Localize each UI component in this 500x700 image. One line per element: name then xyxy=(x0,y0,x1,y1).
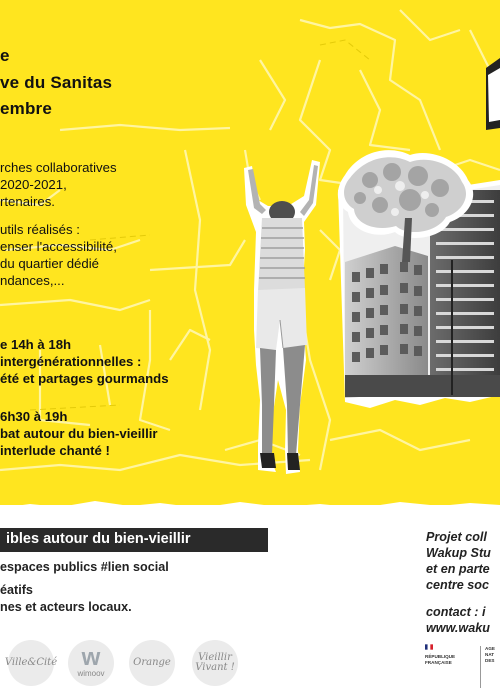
evening-line-3: interlude chanté ! xyxy=(0,443,110,458)
title-line-1: e xyxy=(0,46,10,65)
afternoon-line-3: été et partages gourmands xyxy=(0,371,169,386)
project-line-3: et en parte xyxy=(426,562,490,576)
agence-label: AGE NAT DES xyxy=(485,646,495,663)
tools-line-4: ndances,... xyxy=(0,273,65,288)
evening-line-2: bat autour du bien-vieillir xyxy=(0,426,158,441)
tools-line-3: du quartier dédié xyxy=(0,256,99,271)
project-line-4: centre soc xyxy=(426,578,489,592)
republique-line-2: FRANÇAISE xyxy=(425,660,452,665)
highlight-text: ibles autour du bien-vieillir xyxy=(6,531,191,547)
wimoov-mark: w xyxy=(81,644,101,671)
contact-line-2: www.waku xyxy=(426,621,490,635)
afternoon-time: e 14h à 18h xyxy=(0,337,72,352)
tags-line-1: espaces publics #lien social xyxy=(0,560,169,574)
intro-line-3: rtenaires. xyxy=(0,194,55,209)
intro-line-1: rches collaboratives xyxy=(0,160,117,175)
project-line-1: Projet coll xyxy=(426,530,487,544)
republique-flag-icon xyxy=(425,644,433,650)
orange-logo xyxy=(129,640,175,686)
intro-line-2: 2020-2021, xyxy=(0,177,67,192)
republique-line-1: RÉPUBLIQUE xyxy=(425,654,456,659)
wimoov-logo xyxy=(68,640,114,686)
ville-cite-logo xyxy=(4,640,58,686)
evening-time: 6h30 à 19h xyxy=(0,409,68,424)
title-line-2: ve du Sanitas xyxy=(0,73,113,92)
afternoon-line-2: intergénérationnelles : xyxy=(0,354,142,369)
contact-line-1: contact : i xyxy=(426,605,486,619)
tools-line-2: enser l'accessibilité, xyxy=(0,239,117,254)
tags-line-3: nes et acteurs locaux. xyxy=(0,600,132,614)
project-line-2: Wakup Stu xyxy=(426,546,491,560)
vieillir-vivant-label: Vieillir Vivant ! xyxy=(195,652,235,673)
orange-label: Orange xyxy=(133,657,171,668)
agence-logo xyxy=(480,646,500,688)
title-line-3: embre xyxy=(0,99,53,118)
tags-line-2: éatifs xyxy=(0,583,33,597)
ville-cite-label: Ville&Cité xyxy=(4,657,58,668)
vieillir-vivant-logo xyxy=(192,640,238,686)
tools-line-1: utils réalisés : xyxy=(0,222,80,237)
wimoov-label: wimoov xyxy=(77,669,105,678)
